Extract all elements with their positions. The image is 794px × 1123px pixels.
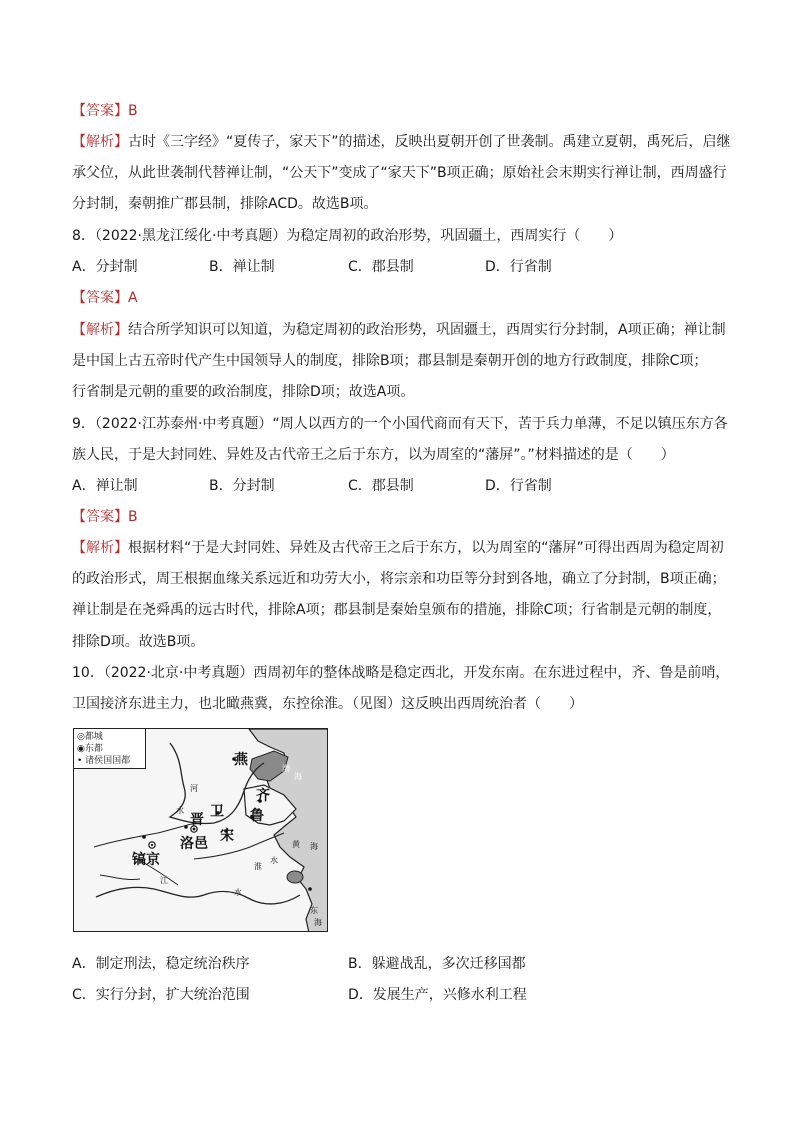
legend-vassal-capital: • 诸侯国国都 bbox=[77, 756, 131, 766]
label-river-he: 河 bbox=[190, 784, 198, 793]
label-wei: 卫 bbox=[210, 804, 224, 820]
q9-analysis-line-4: 排除D项。故选B项。 bbox=[72, 634, 205, 650]
q9-analysis-line-3: 禅让制是在尧舜禹的远古时代，排除A项；郡县制是秦始皇颁布的措施，排除C项；行省制是元朝的制度， bbox=[72, 602, 722, 618]
label-song: 宋 bbox=[220, 828, 234, 844]
map-legend bbox=[74, 729, 146, 769]
q9-options bbox=[72, 476, 552, 496]
q10-stem-line-2: 卫国接济东进主力，也北瞰燕冀，东控徐淮。（见图）这反映出西周统治者（ ） bbox=[72, 696, 583, 712]
label-hai-3: 海 bbox=[314, 918, 322, 927]
q9-stem-line-2: 族人民，于是大封同姓、异姓及古代帝王之后于东方，以为周室的“藩屏”。”材料描述的是（ ） bbox=[72, 447, 675, 463]
q8-option-d: D．行省制 bbox=[485, 259, 552, 275]
q10-option-c: C．实行分封，扩大统治范围 bbox=[72, 987, 250, 1003]
q8-stem: 8．（2022·黑龙江绥化·中考真题）为稳定周初的政治形势，巩固疆土，西周实行（ ） bbox=[72, 228, 623, 244]
q8-options bbox=[72, 257, 552, 277]
label-river-shui-2: 水 bbox=[270, 856, 278, 865]
q9-answer: 【答案】B bbox=[72, 509, 138, 525]
q9-option-c: C．郡县制 bbox=[348, 478, 414, 494]
q10-option-a: A．制定刑法，稳定统治秩序 bbox=[72, 956, 250, 972]
label-haojing: 镐京 bbox=[132, 852, 160, 868]
q9-analysis-line-2: 的政治形式，周王根据血缘关系远近和功劳大小，将宗亲和功臣等分封到各地，确立了分封制，B项正确； bbox=[72, 571, 726, 587]
q8-analysis-line-3: 行省制是元朝的重要的政治制度，排除D项；故选A项。 bbox=[72, 384, 415, 400]
q7-analysis-line-3: 分封制，秦朝推广郡县制，排除ACD。故选B项。 bbox=[72, 196, 378, 212]
legend-capital: ◎都城 bbox=[77, 732, 103, 742]
q10-option-d: D．发展生产，兴修水利工程 bbox=[348, 987, 527, 1003]
q9-analysis-line-1: 【解析】根据材料“于是大封同姓、异姓及古代帝王之后于东方，以为周室的“藩屏”可得出西周为稳定周初 bbox=[72, 540, 724, 556]
q7-analysis-line-1: 【解析】古时《三字经》“夏传子，家天下”的描述，反映出夏朝开创了世袭制。禹建立夏朝，禹死后，启继 bbox=[72, 134, 731, 150]
q9-option-b: B．分封制 bbox=[209, 478, 275, 494]
label-luoyi: 洛邑 bbox=[180, 836, 208, 852]
q7-analysis-line-2: 承父位，从此世袭制代替禅让制，“公天下”变成了“家天下”B项正确；原始社会末期实行禅让制，西周盛行 bbox=[72, 165, 727, 181]
label-huang: 黄 bbox=[292, 840, 300, 849]
q8-answer: 【答案】A bbox=[72, 290, 138, 306]
label-river-shui-3: 水 bbox=[234, 888, 242, 897]
q10-options-row-1 bbox=[72, 954, 526, 974]
label-lu: 鲁 bbox=[250, 808, 264, 824]
q9-stem-line-1: 9．（2022·江苏泰州·中考真题）“周人以西方的一个小国代商而有天下，苦于兵力单薄，不足以镇压东方各 bbox=[72, 416, 728, 432]
label-river-jiang: 江 bbox=[160, 876, 168, 885]
label-hai-1: 海 bbox=[294, 772, 302, 781]
label-bo: 渤 bbox=[282, 764, 290, 773]
q7-answer: 【答案】B bbox=[72, 103, 138, 119]
label-dong: 东 bbox=[310, 906, 318, 915]
q8-analysis-line-2: 是中国上古五帝时代产生中国领导人的制度，排除B项；郡县制是秦朝开创的地方行政制度，排除C项； bbox=[72, 353, 708, 369]
q10-stem-line-1: 10．（2022·北京·中考真题）西周初年的整体战略是稳定西北，开发东南。在东进过程中，齐、鲁是前哨， bbox=[72, 665, 730, 681]
q10-options-row-2 bbox=[72, 985, 527, 1005]
q8-option-b: B．禅让制 bbox=[209, 259, 275, 275]
label-jin: 晋 bbox=[190, 812, 204, 828]
q8-option-c: C．郡县制 bbox=[348, 259, 414, 275]
q9-option-a: A．禅让制 bbox=[72, 478, 138, 494]
q8-analysis-line-1: 【解析】结合所学知识可以知道，为稳定周初的政治形势，巩固疆土，西周实行分封制，A项正确；禅让制 bbox=[72, 322, 726, 338]
legend-east-capital: ◉东都 bbox=[77, 744, 103, 754]
western-zhou-map bbox=[73, 728, 328, 932]
q9-option-d: D．行省制 bbox=[485, 478, 552, 494]
label-hai-2: 海 bbox=[310, 842, 318, 851]
q8-option-a: A．分封制 bbox=[72, 259, 138, 275]
label-yan: 燕 bbox=[234, 752, 248, 768]
label-river-shui-1: 水 bbox=[176, 806, 184, 815]
label-river-huai: 淮 bbox=[254, 862, 262, 871]
q10-option-b: B．躲避战乱，多次迁移国都 bbox=[348, 956, 526, 972]
label-qi: 齐 bbox=[256, 788, 270, 804]
